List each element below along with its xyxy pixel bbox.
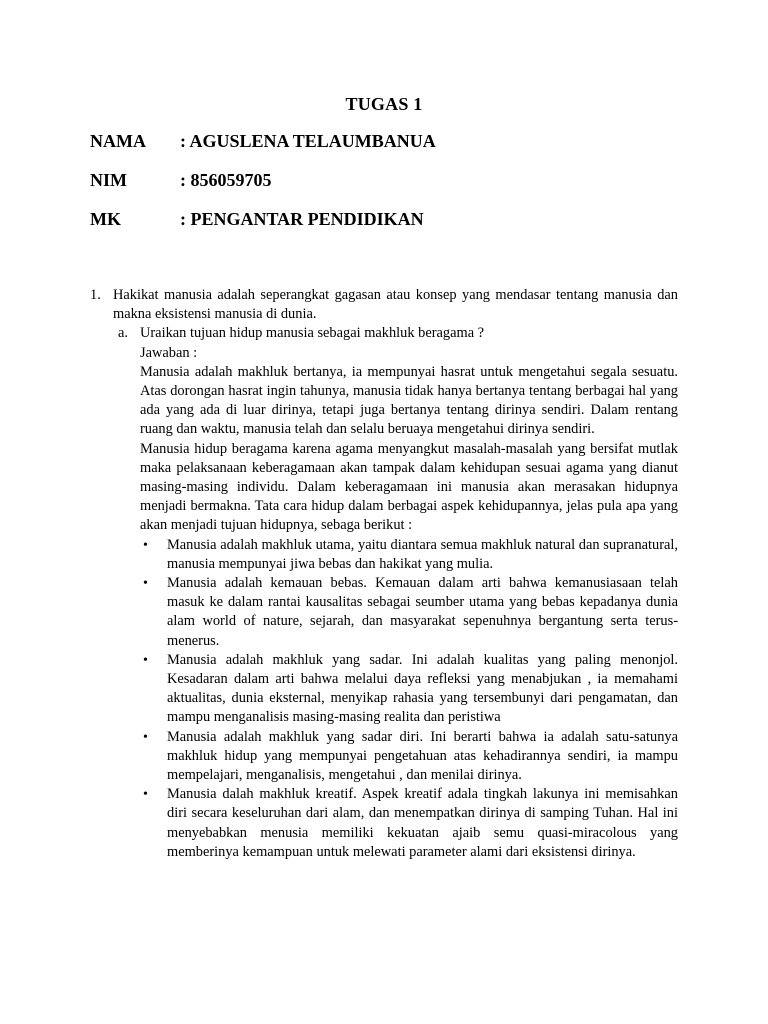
sub-question-letter: a. bbox=[118, 325, 128, 342]
identity-label: NIM bbox=[90, 170, 127, 190]
document-title: TUGAS 1 bbox=[345, 94, 423, 114]
answer-paragraph: Manusia adalah makhluk bertanya, ia mempunyai hasrat untuk mengetahui segala sesuatu. Atas dorongan hasrat ingin tahunya, manusia tidak hanya bertanya tentang berbagai hal yang ada yang ada di luar dirinya, tetapi juga bertanya tentang dirinya sendiri. Dalam rentang ruang dan waktu, manusia telah dan selalu beruaya mengetahui dirinya sendiri. bbox=[140, 363, 678, 438]
bullet-icon: • bbox=[143, 787, 148, 803]
answer-bullet-list bbox=[140, 536, 678, 862]
bullet-icon: • bbox=[143, 576, 148, 592]
identity-row-nama bbox=[90, 131, 436, 152]
sub-question bbox=[90, 324, 678, 862]
bullet-item bbox=[140, 785, 678, 862]
question-item bbox=[90, 286, 678, 324]
identity-value: : AGUSLENA TELAUMBANUA bbox=[180, 131, 436, 151]
sub-question-text: Uraikan tujuan hidup manusia sebagai makhluk beragama ? bbox=[140, 325, 485, 342]
document-body bbox=[90, 286, 678, 862]
answer-paragraph: Manusia hidup beragama karena agama menyangkut masalah-masalah yang bersifat mutlak maka pelaksanaan keberagamaan akan tampak dalam kehidupan sesuai agama yang dianut masing-masing individu. Dalam keberagamaan ini manusia akan merasakan hidupnya menjadi bermakna. Tata cara hidup dalam berbagai aspek kehidupannya, jelas pula apa yang akan menjadi tujuan hidupnya, sebaga berikut : bbox=[140, 440, 678, 534]
question-text: Hakikat manusia adalah seperangkat gagasan atau konsep yang mendasar tentang manusia dan makna eksistensi manusia di dunia. bbox=[113, 287, 678, 323]
bullet-text: Manusia adalah makhluk yang sadar. Ini adalah kualitas yang paling menonjol. Kesadaran dalam arti bahwa melalui daya refleksi yang menabjukan , ia memahami aktualitas, dunia eksternal, menyikap rahasia yang tersembunyi dari pengamatan, dan mampu menganalisis masing-masing realita dan peristiwa bbox=[167, 651, 678, 726]
identity-label: NAMA bbox=[90, 131, 146, 151]
question-number: 1. bbox=[90, 287, 101, 303]
bullet-item bbox=[140, 728, 678, 786]
bullet-text: Manusia adalah makhluk utama, yaitu diantara semua makhluk natural dan supranatural, manusia mempunyai jiwa bebas dan hakikat yang mulia. bbox=[167, 536, 678, 572]
bullet-item bbox=[140, 536, 678, 574]
identity-label: MK bbox=[90, 209, 121, 229]
bullet-text: Manusia dalah makhluk kreatif. Aspek kreatif adala tingkah lakunya ini memisahkan diri secara keseluruhan dari alam, dan menempatkan dirinya di samping Tuhan. Hal ini menyebabkan menusia memiliki kekuatan ajaib semu quasi-miracolous yang memberinya kemampuan untuk melewati parameter alami dari eksistensi dirinya. bbox=[167, 786, 678, 860]
bullet-icon: • bbox=[143, 652, 148, 668]
bullet-item bbox=[140, 574, 678, 651]
identity-row-nim bbox=[90, 170, 272, 191]
bullet-text: Manusia adalah makhluk yang sadar diri. Ini berarti bahwa ia adalah satu-satunya makhluk hidup yang mempunyai pengetahuan atas kehadirannya sendiri, ia mampu mempelajari, menganalisis, mengetahui , dan menilai dirinya. bbox=[167, 728, 678, 784]
bullet-icon: • bbox=[143, 729, 148, 745]
identity-value: : 856059705 bbox=[180, 170, 272, 190]
bullet-item bbox=[140, 651, 678, 728]
identity-value: : PENGANTAR PENDIDIKAN bbox=[180, 209, 424, 229]
answer-label: Jawaban : bbox=[140, 344, 198, 361]
bullet-text: Manusia adalah kemauan bebas. Kemauan dalam arti bahwa kemanusiasaan telah masuk ke dalam rantai kausalitas sebagai seumber utama yang bebas kepadanya dunia alam world of nature, sejarah, dan masyarakat sepenuhnya bergantung serta terus-menerus. bbox=[167, 575, 678, 649]
bullet-icon: • bbox=[143, 537, 148, 553]
identity-row-mk bbox=[90, 209, 424, 230]
